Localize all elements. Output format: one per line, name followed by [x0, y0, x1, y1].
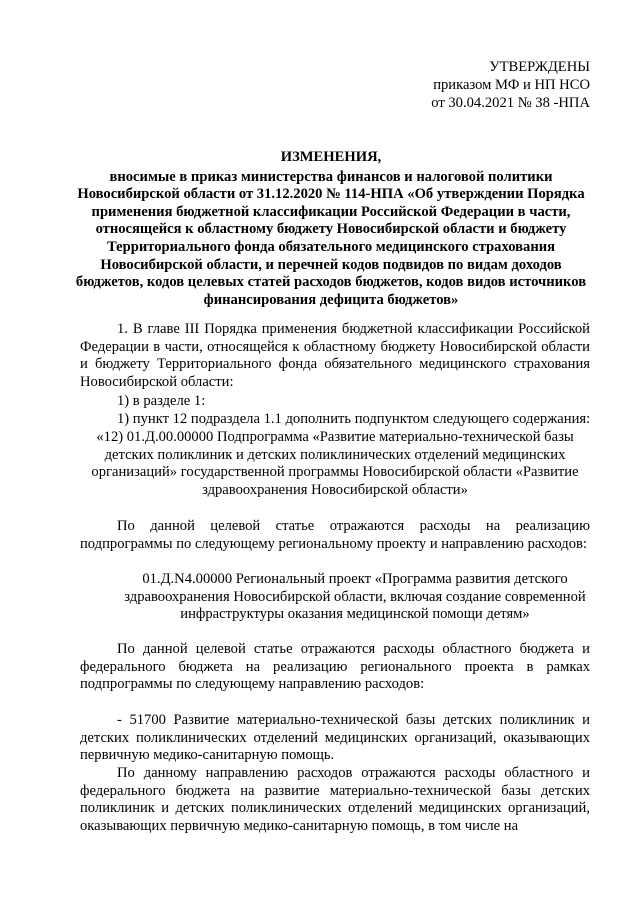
paragraph-5: По данной целевой статье отражаются расходы на реализацию подпрограммы по следующему региональному проекту и направлению расходов:: [80, 518, 590, 552]
paragraph-6: 01.Д.N4.00000 Региональный проект «Программа развития детского здравоохранения Новосибирской области, включая создание современной инфраструктуры оказания медицинской помощи детям»: [124, 571, 586, 622]
paragraph-4: «12) 01.Д.00.00000 Подпрограмма «Развитие материально-технической базы детских поликлиник и детских поликлинических отделений медицинских организаций» государственной программы Новосибирской области «Развитие здравоохранения Новосибирской области»: [91, 429, 579, 498]
approval-line-3: от 30.04.2021 № 38 -НПА: [431, 94, 590, 111]
approval-line-2: приказом МФ и НП НСО: [433, 76, 590, 93]
paragraph-9: По данному направлению расходов отражаются расходы областного и федерального бюджета на развитие материально-технической базы детских поликлиник и детских поликлинических отделений медицинских организаций, оказывающих первичную медико-санитарную помощь, в том числе на: [80, 765, 590, 834]
paragraph-7: По данной целевой статье отражаются расходы областного бюджета и федерального бюджета на реализацию регионального проекта в рамках подпрограммы по следующему направлению расходов:: [80, 641, 590, 692]
paragraph-2: 1) в разделе 1:: [117, 393, 206, 409]
paragraph-8: - 51700 Развитие материально-технической базы детских поликлиник и детских поликлинических отделений медицинских организаций, оказывающих первичную медико-санитарную помощь.: [80, 712, 590, 763]
paragraph-1: 1. В главе III Порядка применения бюджетной классификации Российской Федерации в части, относящейся к областному бюджету Новосибирской области и бюджету Территориального фонда обязательного медицинского страхования Новосибирской области:: [80, 321, 590, 390]
approval-line-1: УТВЕРЖДЕНЫ: [489, 59, 590, 75]
approval-stamp: [431, 59, 590, 112]
title-heading: ИЗМЕНЕНИЯ,: [280, 149, 382, 165]
paragraph-3: 1) пункт 12 подраздела 1.1 дополнить подпунктом следующего содержания:: [117, 411, 591, 427]
document-title: [72, 149, 590, 309]
title-subtitle: вносимые в приказ министерства финансов и налоговой политики Новосибирской области от 31.12.2020 № 114-НПА «Об утверждении Порядка применения бюджетной классификации Российской Федерации в части, относящейся к областному бюджету Новосибирской области и бюджету Территориального фонда обязательного медицинского страхования Новосибирской области, и перечней кодов подвидов по видам доходов бюджетов, кодов целевых статей расходов бюджетов, кодов видов источников финансирования дефицита бюджетов»: [75, 168, 587, 308]
